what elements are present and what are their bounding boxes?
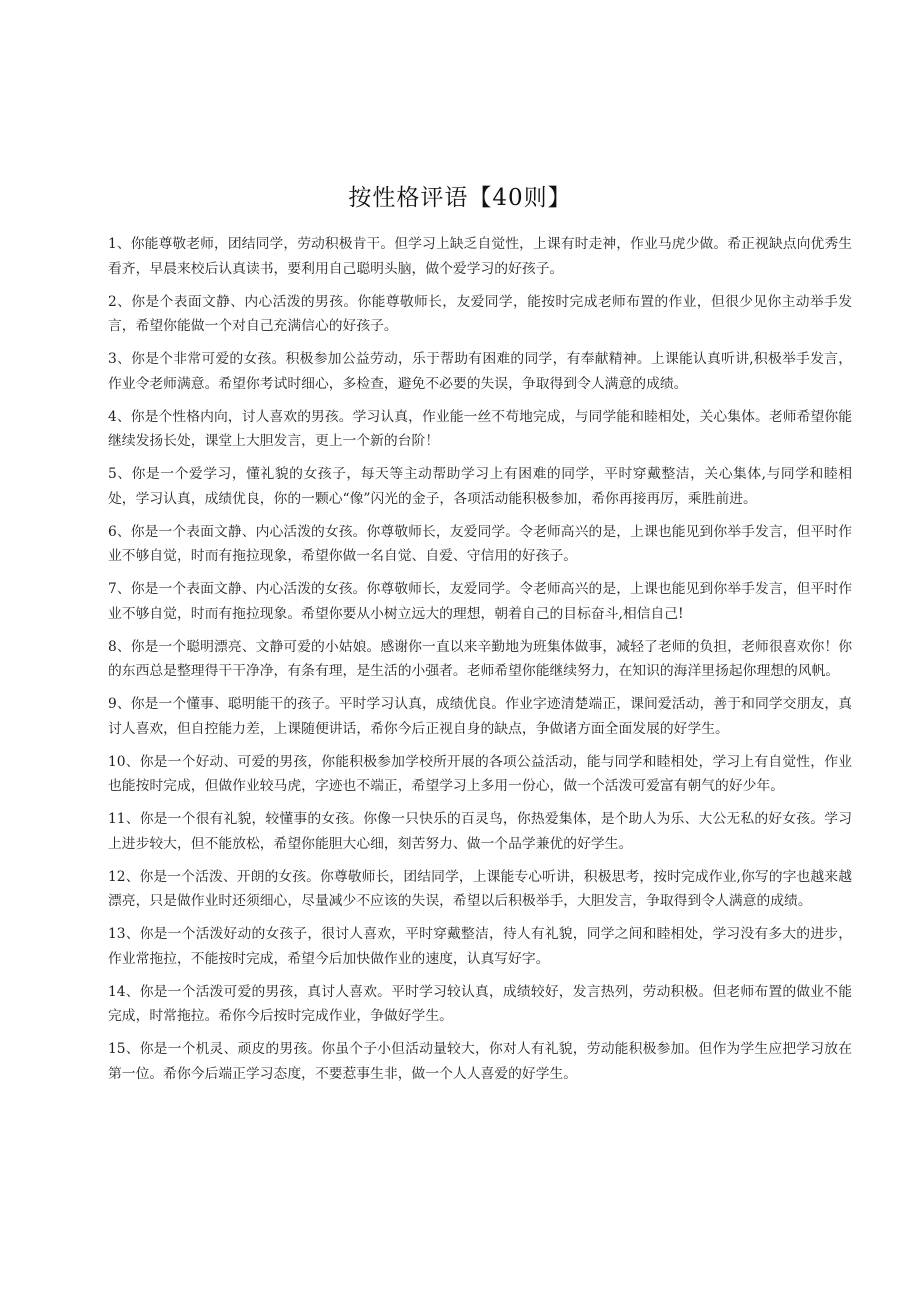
comment-12: 12、你是一个活泼、开朗的女孩。你尊敬师长，团结同学，上课能专心听讲，积极思考，按时完成作业,你写的字也越来越漂亮，只是做作业时还须细心，尽量减少不应该的失误，希望以后积极举手，大胆发言，争取得到令人满意的成绩。 — [108, 868, 852, 909]
comment-2: 2、你是个表面文静、内心活泼的男孩。你能尊敬师长，友爱同学，能按时完成老师布置的作业，但很少见你主动举手发言，希望你能做一个对自己充满信心的好孩子。 — [108, 293, 852, 334]
comment-15: 15、你是一个机灵、顽皮的男孩。你虽个子小但活动量较大，你对人有礼貌，劳动能积极参加。但作为学生应把学习放在第一位。希你今后端正学习态度，不要惹事生非，做一个人人喜爱的好学生。 — [108, 1041, 852, 1082]
comment-5: 5、你是一个爱学习，懂礼貌的女孩子，每天等主动帮助学习上有困难的同学，平时穿戴整洁，关心集体,与同学和睦相处，学习认真，成绩优良，你的一颗心“像”闪光的金子，各项活动能积极参加，希你再接再厉，乘胜前进。 — [108, 466, 852, 507]
comment-9: 9、你是一个懂事、聪明能干的孩子。平时学习认真，成绩优良。作业字迹清楚端正，课间爱活动，善于和同学交朋友，真讨人喜欢，但自控能力差，上课随便讲话，希你今后正视自身的缺点，争做诸方面全面发展的好学生。 — [108, 696, 852, 737]
comment-11: 11、你是一个很有礼貌，较懂事的女孩。你像一只快乐的百灵鸟，你热爱集体，是个助人为乐、大公无私的好女孩。学习上进步较大，但不能放松，希望你能胆大心细，刻苦努力、做一个品学兼优的好学生。 — [108, 811, 852, 852]
page-title: 按性格评语【40则】 — [348, 185, 572, 211]
comment-4: 4、你是个性格内向，讨人喜欢的男孩。学习认真，作业能一丝不苟地完成，与同学能和睦相处，关心集体。老师希望你能继续发扬长处，课堂上大胆发言，更上一个新的台阶！ — [108, 408, 852, 449]
comment-3: 3、你是个非常可爱的女孩。积极参加公益劳动，乐于帮助有困难的同学，有奉献精神。上课能认真听讲,积极举手发言，作业令老师满意。希望你考试时细心，多检查，避免不必要的失误，争取得到令人满意的成绩。 — [108, 351, 852, 392]
comment-6: 6、你是一个表面文静、内心活泼的女孩。你尊敬师长，友爱同学。令老师高兴的是，上课也能见到你举手发言，但平时作业不够自觉，时而有拖拉现象，希望你做一名自觉、自爱、守信用的好孩子。 — [108, 523, 852, 564]
comment-list — [108, 232, 852, 1095]
comment-13: 13、你是一个活泼好动的女孩子，很讨人喜欢，平时穿戴整洁，待人有礼貌，同学之间和睦相处，学习没有多大的进步，作业常拖拉，不能按时完成，希望今后加快做作业的速度，认真写好字。 — [108, 926, 852, 967]
comment-8: 8、你是一个聪明漂亮、文静可爱的小姑娘。感谢你一直以来辛勤地为班集体做事，减轻了老师的负担，老师很喜欢你！你的东西总是整理得干干净净，有条有理，是生活的小强者。老师希望你能继续努力，在知识的海洋里扬起你理想的风帆。 — [108, 638, 852, 679]
comment-10: 10、你是一个好动、可爱的男孩，你能积极参加学校所开展的各项公益活动，能与同学和睦相处，学习上有自觉性，作业也能按时完成，但做作业较马虎，字迹也不端正，希望学习上多用一份心，做一个活泼可爱富有朝气的好少年。 — [108, 753, 852, 794]
comment-1: 1、你能尊敬老师，团结同学，劳动积极肯干。但学习上缺乏自觉性，上课有时走神，作业马虎少做。希正视缺点向优秀生看齐，早晨来校后认真读书，要利用自己聪明头脑，做个爱学习的好孩子。 — [108, 236, 852, 277]
comment-7: 7、你是一个表面文静、内心活泼的女孩。你尊敬师长，友爱同学。令老师高兴的是，上课也能见到你举手发言，但平时作业不够自觉，时而有拖拉现象。希望你要从小树立远大的理想，朝着自己的目标奋斗,相信自己! — [108, 581, 852, 622]
comment-14: 14、你是一个活泼可爱的男孩，真讨人喜欢。平时学习较认真，成绩较好，发言热列，劳动积极。但老师布置的做业不能完成，时常拖拉。希你今后按时完成作业，争做好学生。 — [108, 983, 852, 1024]
